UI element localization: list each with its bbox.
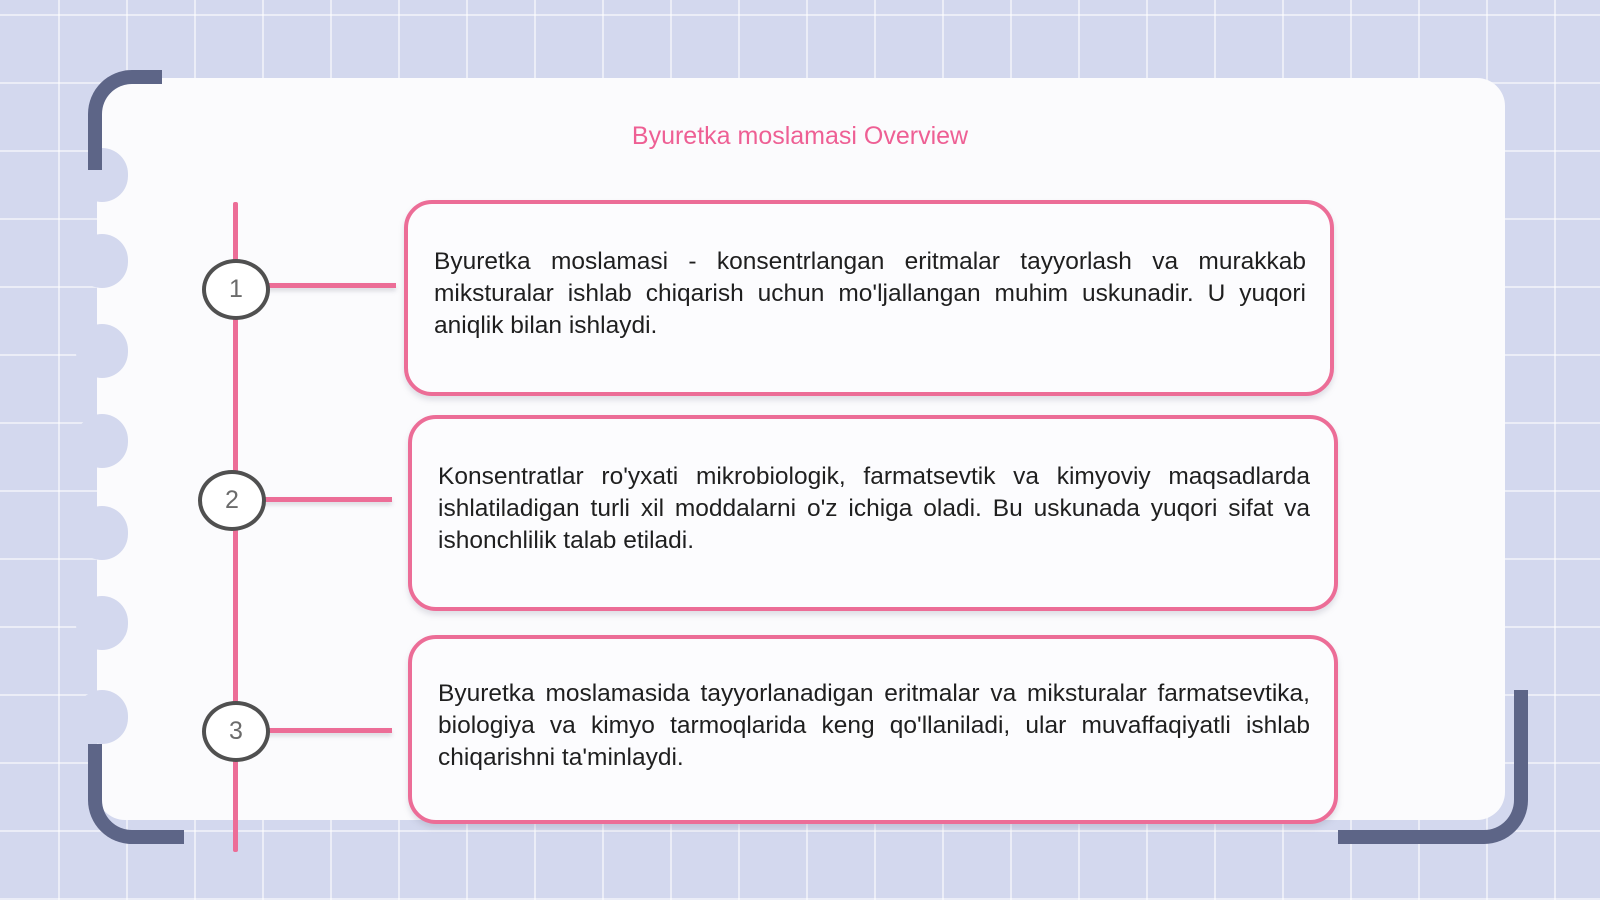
- paper-edge-notch: [76, 506, 128, 560]
- step-card-2: [408, 415, 1338, 611]
- frame-corner-top-left: [88, 70, 162, 170]
- timeline-connector: [266, 728, 392, 733]
- paper-edge-notch: [76, 596, 128, 650]
- step-text-2: Konsentratlar ro'yxati mikrobiologik, farmatsevtik va kimyoviy maqsadlarda ishlatiladigan turli xil moddalarni o'z ichiga oladi. Bu uskunada yuqori sifat va ishonchlilik talab etiladi.: [438, 463, 1310, 554]
- paper-edge-notch: [76, 324, 128, 378]
- step-number-1: 1: [202, 259, 270, 320]
- slide-title: Byuretka moslamasi Overview: [631, 122, 969, 150]
- step-number-2: 2: [198, 470, 266, 531]
- timeline-connector: [266, 283, 396, 288]
- step-text-1: Byuretka moslamasi - konsentrlangan eritmalar tayyorlash va murakkab miksturalar ishlab chiqarish uchun mo'ljallangan muhim uskunadir. U yuqori aniqlik bilan ishlaydi.: [434, 248, 1306, 339]
- timeline-connector: [262, 497, 392, 502]
- step-card-3: [408, 635, 1338, 824]
- paper-edge-notch: [76, 690, 128, 744]
- step-card-1: [404, 200, 1334, 396]
- frame-corner-bottom-right: [1338, 690, 1528, 844]
- step-number-3: 3: [202, 701, 270, 762]
- step-text-3: Byuretka moslamasida tayyorlanadigan eritmalar va miksturalar farmatsevtika, biologiya va kimyo tarmoqlarida keng qo'llaniladi, ular muvaffaqiyatli ishlab chiqarishni ta'minlaydi.: [438, 679, 1310, 771]
- paper-edge-notch: [76, 234, 128, 288]
- frame-corner-bottom-left: [88, 744, 184, 844]
- paper-edge-notch: [76, 414, 128, 468]
